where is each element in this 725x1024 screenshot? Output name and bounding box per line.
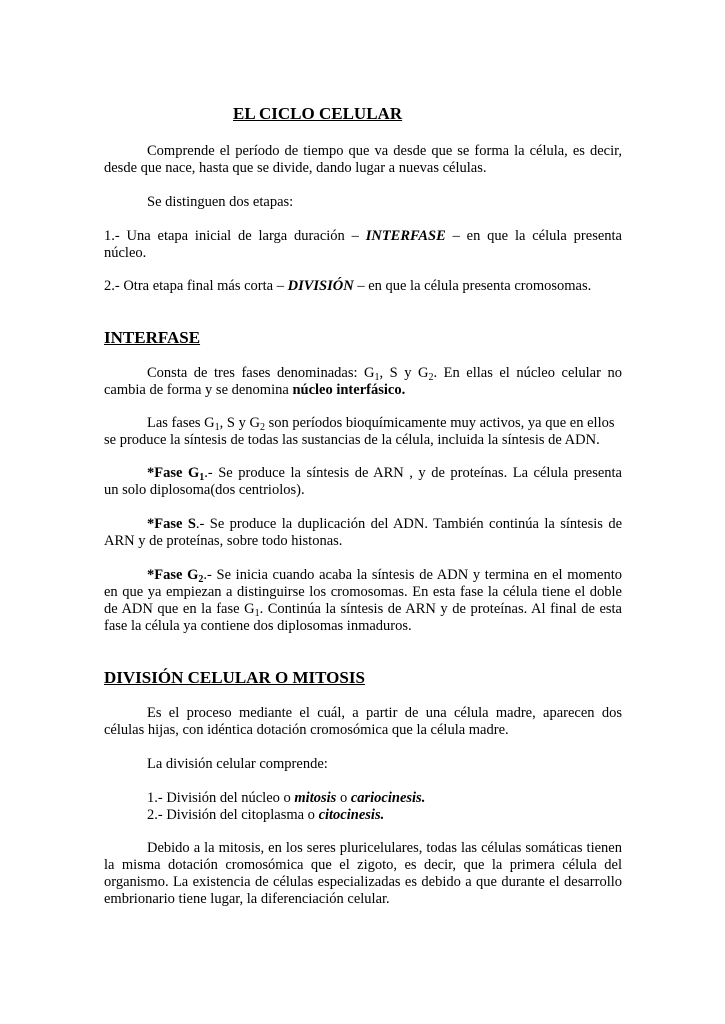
- stages-intro: Se distinguen dos etapas:: [147, 194, 294, 210]
- citocinesis-term: citocinesis.: [318, 807, 385, 823]
- fase-g1-line-2: un solo diplosoma(dos centriolos).: [104, 482, 305, 498]
- page-title: EL CICLO CELULAR: [233, 104, 403, 123]
- fase-g2-line-4: fase la célula ya contiene dos diplosomas inmaduros.: [104, 618, 412, 634]
- interfase-p2-line-1: Las fases $G_1$, S y $G_2$ son períodos bioquímicamente muy activos, ya que en ellos: [147, 415, 615, 433]
- fase-s-line-2: ARN y de proteínas, sobre todo histonas.: [104, 533, 343, 549]
- fase-s-line-1: *Fase S.- Se produce la duplicación del ADN. También continúa la síntesis de: [147, 516, 623, 532]
- fase-g1-label: *Fase $G_1$: [147, 465, 205, 483]
- mitosis-heading: DIVISIÓN CELULAR O MITOSIS: [104, 668, 365, 687]
- mitosis-p2-line-1: Debido a la mitosis, en los seres pluricelulares, todas las células somáticas tienen: [147, 840, 622, 856]
- stage-1-line-2: núcleo.: [104, 245, 147, 261]
- fase-g1-line-1: *Fase $G_1.-$ Se produce la síntesis de ARN , y de proteínas. La célula presenta: [147, 465, 622, 483]
- fase-g2-label: *Fase $G_2$: [147, 567, 204, 585]
- interfase-p2-line-2: se produce la síntesis de todas las sustancias de la célula, incluida la síntesis de ADN.: [104, 432, 600, 448]
- nucleo-interfasico-term: núcleo interfásico.: [292, 382, 406, 398]
- interfase-p1-line-2: cambia de forma y se denomina núcleo interfásico.: [104, 382, 406, 398]
- mitosis-p2-line-2: la misma dotación cromosómica que el zigoto, es decir, que la primera célula del: [104, 857, 622, 873]
- interfase-p1-line-1: Consta de tres fases denominadas: $G_1$, S y $G_2$. En ellas el núcleo celular no: [147, 365, 622, 383]
- intro-line-2: desde que nace, hasta que se divide, dando lugar a nuevas células.: [104, 160, 487, 176]
- fase-g2-line-3: de ADN que en la fase $G_1$. Continúa la síntesis de ARN y de proteínas. Al final de esta: [104, 601, 622, 619]
- intro-line-1: Comprende el período de tiempo que va desde que se forma la célula, es decir,: [147, 143, 622, 159]
- stage-2-term: DIVISIÓN: [287, 278, 354, 294]
- stage-1-line-1: 1.- Una etapa inicial de larga duración – INTERFASE – en que la célula presenta: [104, 228, 622, 244]
- mitosis-term: mitosis: [294, 790, 337, 806]
- fase-g2-line-1: *Fase $G_2.-$ Se inicia cuando acaba la síntesis de ADN y termina en el momento: [147, 567, 622, 585]
- fase-s-label: *Fase S: [147, 516, 196, 532]
- mitosis-p1-line-1: Es el proceso mediante el cuál, a partir de una célula madre, aparecen dos: [147, 705, 622, 721]
- division-comprende: La división celular comprende:: [147, 756, 328, 772]
- stage-1-term: INTERFASE: [365, 228, 446, 244]
- mitosis-p2-line-4: embrionario tiene lugar, la diferenciación celular.: [104, 891, 390, 907]
- mitosis-p1-line-2: células hijas, con idéntica dotación cromosómica que la célula madre.: [104, 722, 509, 738]
- division-item-2: 2.- División del citoplasma o citocinesis.: [147, 807, 385, 823]
- fase-g2-line-2: en que ya empiezan a distinguirse los cromosomas. En esta fase la célula tiene el doble: [104, 584, 622, 600]
- interfase-heading: INTERFASE: [104, 328, 201, 347]
- cariocinesis-term: cariocinesis.: [350, 790, 426, 806]
- stage-2-line: 2.- Otra etapa final más corta – DIVISIÓN – en que la célula presenta cromosomas.: [104, 278, 592, 294]
- mitosis-p2-line-3: organismo. La existencia de células especializadas es debido a que durante el desarrollo: [104, 874, 622, 890]
- division-item-1: 1.- División del núcleo o mitosis o cariocinesis.: [147, 790, 426, 806]
